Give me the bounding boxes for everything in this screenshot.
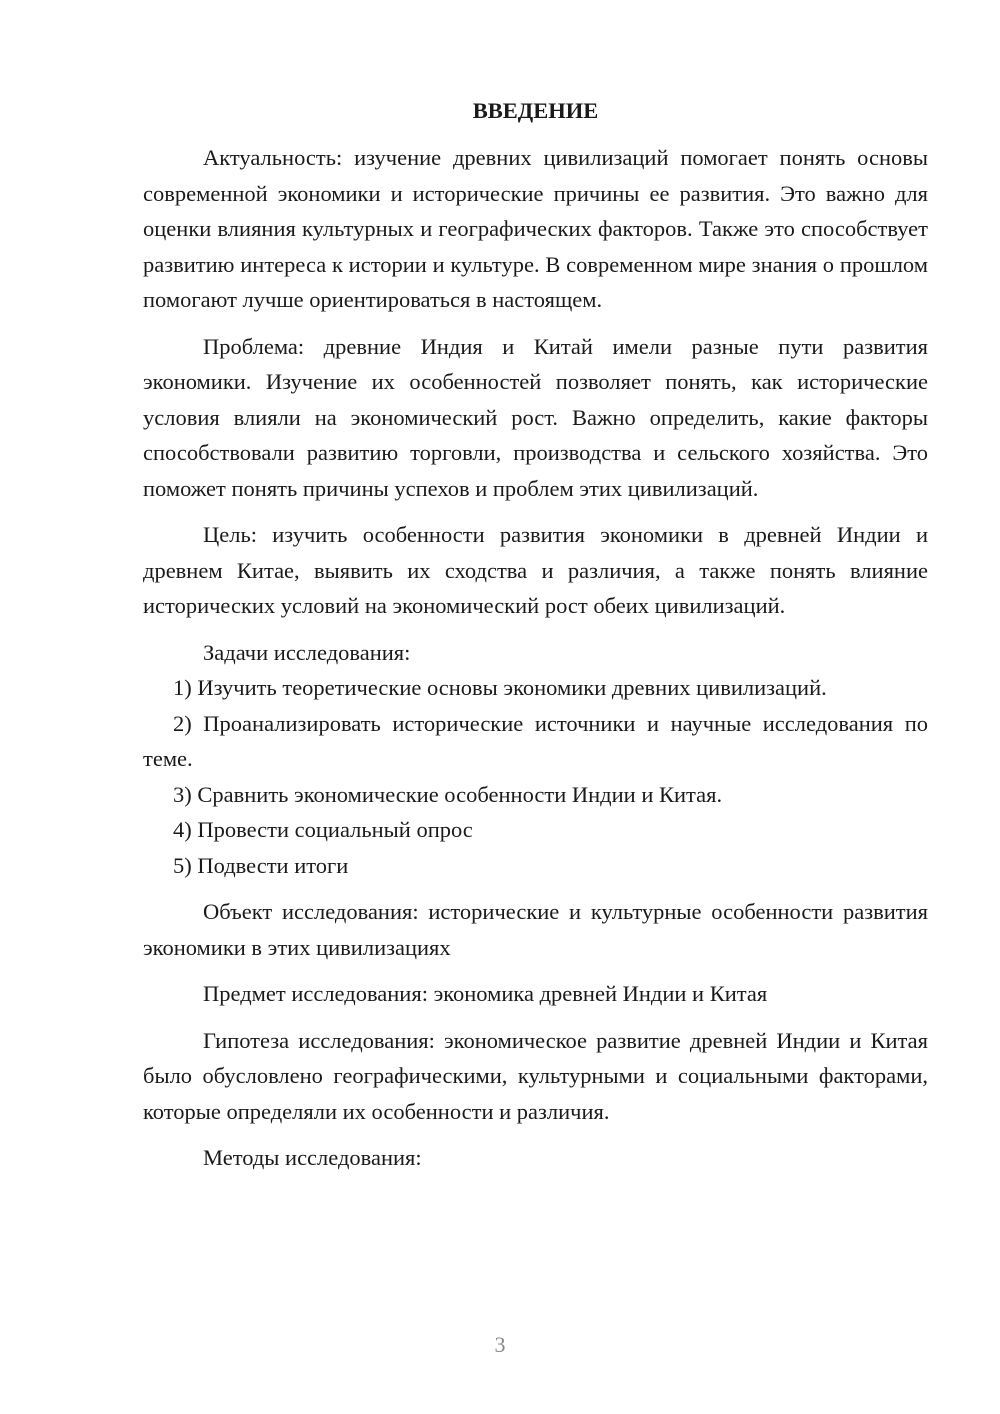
task-item-3: 3) Сравнить экономические особенности Индии и Китая. [173, 781, 723, 807]
subject-paragraph: Предмет исследования: экономика древней Индии и Китая [203, 981, 768, 1006]
methods-heading: Методы исследования: [203, 1145, 422, 1170]
page-number: 3 [494, 1332, 506, 1357]
document-page [143, 94, 928, 1176]
goal-paragraph: Цель: изучить особенности развития экономики в древней Индии и древнем Китае, выявить их сходства и различия, а также понять влияние исторических условий на экономический рост обеих цивилизаций. [143, 522, 928, 618]
hypothesis-paragraph: Гипотеза исследования: экономическое развитие древней Индии и Китая было обусловлено географическими, культурными и социальными факторами, которые определяли их особенности и различия. [143, 1027, 928, 1124]
relevance-paragraph: Актуальность: изучение древних цивилизаций помогает понять основы современной экономики и исторические причины ее развития. Это важно для оценки влияния культурных и географических факторов. Также это способствует развитию интереса к истории и культуре. В современном мире знания о прошлом помогают лучше ориентироваться в настоящем. [143, 145, 928, 312]
object-paragraph: Объект исследования: исторические и культурные особенности развития экономики в этих цивилизациях [143, 899, 928, 960]
task-item-5: 5) Подвести итоги [173, 852, 349, 878]
task-item-2: 2) Проанализировать исторические источники и научные исследования по теме. [143, 710, 928, 771]
document-title: ВВЕДЕНИЕ [472, 98, 599, 123]
task-item-4: 4) Провести социальный опрос [173, 817, 473, 842]
tasks-heading: Задачи исследования: [203, 639, 411, 665]
problem-paragraph: Проблема: древние Индия и Китай имели разные пути развития экономики. Изучение их особенностей позволяет понять, как исторические условия влияли на экономический рост. Важно определить, какие факторы способствовали развитию торговли, производства и сельского хозяйства. Это поможет понять причины успехов и проблем этих цивилизаций. [143, 333, 928, 501]
task-item-1: 1) Изучить теоретические основы экономики древних цивилизаций. [173, 675, 827, 700]
